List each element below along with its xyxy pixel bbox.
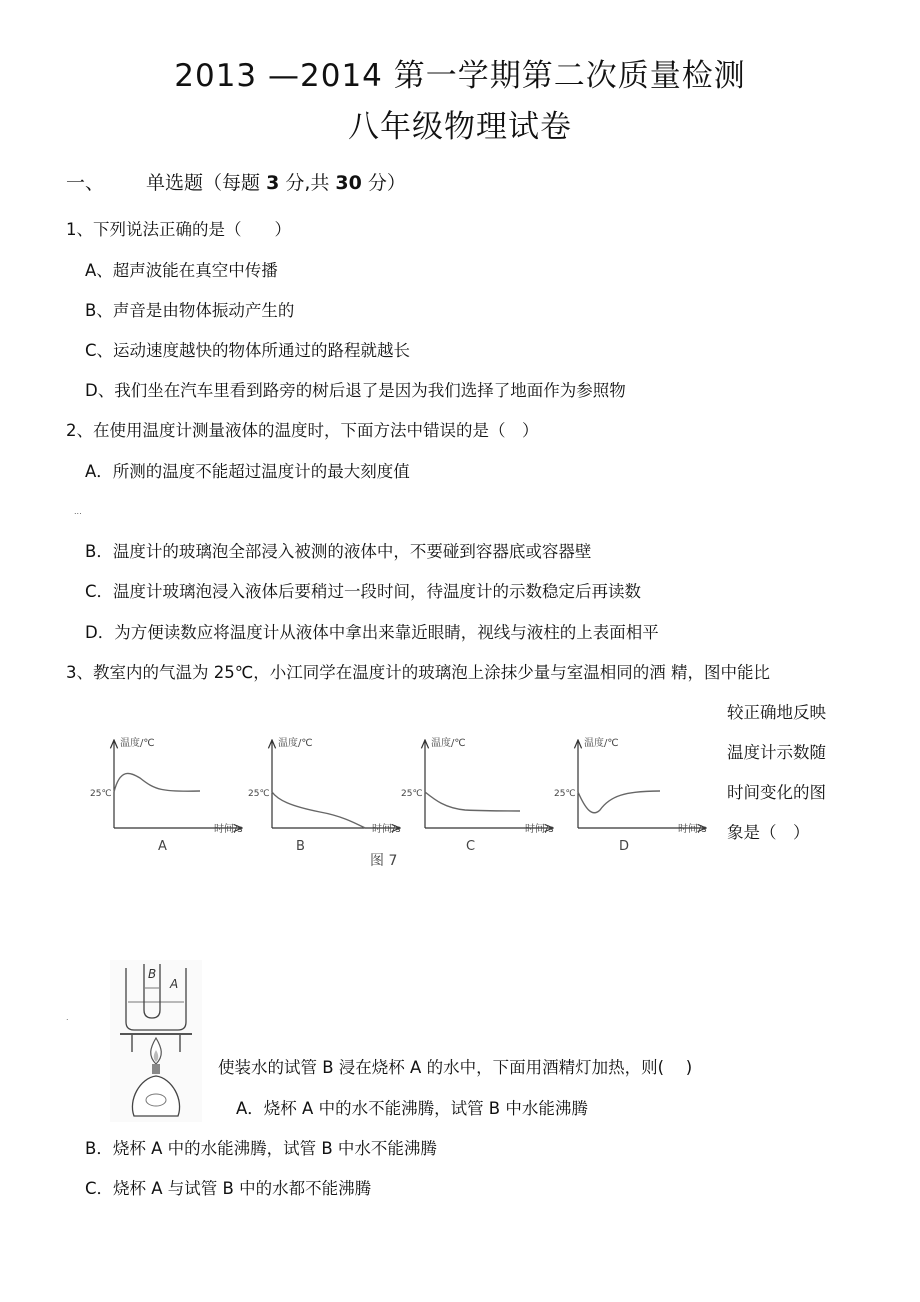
- question-3-stem-wrap-1: 较正确地反映: [727, 703, 826, 722]
- section-points-each: 3: [266, 172, 280, 194]
- graph-panel-b: [248, 736, 401, 854]
- q2-option-d: D．为方便读数应将温度计从液体中拿出来靠近眼睛，视线与液柱的上表面相平: [85, 623, 659, 642]
- graph-panel-a: [90, 736, 243, 854]
- question-4-stem: 使装水的试管 B 浸在烧杯 A 的水中，下面用酒精灯加热，则( ): [218, 1058, 693, 1077]
- panel-a-start-label: 25℃: [90, 789, 112, 799]
- section-name-suffix: 分）: [361, 172, 406, 194]
- panel-d-curve: [578, 791, 660, 813]
- panel-a-curve: [114, 773, 200, 792]
- question-3-stem-wrap-3: 时间变化的图: [727, 783, 826, 802]
- figure-7: [80, 728, 720, 878]
- question-3-stem: 3、教室内的气温为 25℃，小江同学在温度计的玻璃泡上涂抹少量与室温相同的酒 精，图中能比: [66, 663, 771, 682]
- q1-option-b: B、声音是由物体振动产生的: [85, 301, 295, 320]
- section-total-points: 30: [335, 172, 362, 194]
- panel-b-start-label: 25℃: [248, 789, 270, 799]
- graph-panel-c: [401, 736, 554, 854]
- panel-b-letter: B: [296, 839, 305, 854]
- question-2-stem: 2、在使用温度计测量液体的温度时，下面方法中错误的是（ ）: [66, 421, 539, 440]
- question-3-stem-wrap-4: 象是（ ）: [727, 823, 810, 842]
- q4-option-c: C．烧杯 A 与试管 B 中的水都不能沸腾: [85, 1179, 372, 1198]
- section-number: 一、: [66, 172, 105, 194]
- graph-panel-d: [554, 736, 707, 854]
- stray-dot: .: [66, 1013, 69, 1022]
- exam-title-line1: 2013 —2014 第一学期第二次质量检测: [174, 58, 746, 94]
- lamp-wick-holder: [152, 1064, 160, 1074]
- q2-option-c: C．温度计玻璃泡浸入液体后要稍过一段时间，待温度计的示数稳定后再读数: [85, 582, 642, 601]
- panel-d-letter: D: [619, 839, 630, 854]
- test-tube-label: B: [148, 967, 157, 981]
- q2-option-b: B．温度计的玻璃泡全部浸入被测的液体中，不要碰到容器底或容器壁: [85, 542, 592, 561]
- q1-option-c: C、运动速度越快的物体所通过的路程就越长: [85, 341, 411, 360]
- panel-d-x-label: 时间/s: [678, 824, 707, 835]
- section-name-mid: 分,共: [279, 172, 336, 194]
- q1-option-a: A、超声波能在真空中传播: [85, 261, 278, 280]
- panel-b-x-label: 时间/s: [372, 824, 401, 835]
- panel-d-start-label: 25℃: [554, 789, 576, 799]
- question-1-stem: 1、下列说法正确的是（ ）: [66, 220, 291, 239]
- q2-option-a: A．所测的温度不能超过温度计的最大刻度值: [85, 462, 410, 481]
- panel-c-y-label: 温度/℃: [431, 738, 466, 749]
- beaker-label: A: [170, 977, 179, 991]
- stray-mark: ...: [74, 507, 82, 516]
- panel-b-y-label: 温度/℃: [278, 738, 313, 749]
- panel-c-curve: [425, 792, 520, 811]
- panel-c-letter: C: [466, 839, 476, 854]
- panel-b-curve: [272, 792, 365, 828]
- panel-a-letter: A: [158, 839, 167, 854]
- panel-a-y-label: 温度/℃: [120, 738, 155, 749]
- question-3-stem-wrap-2: 温度计示数随: [727, 743, 826, 762]
- beaker-apparatus-figure: [110, 960, 202, 1122]
- panel-c-start-label: 25℃: [401, 789, 423, 799]
- panel-d-y-label: 温度/℃: [584, 738, 619, 749]
- section-name-prefix: 单选题（每题: [146, 172, 267, 194]
- section-heading: [66, 168, 406, 195]
- exam-title-line2: 八年级物理试卷: [348, 109, 572, 145]
- panel-c-x-label: 时间/s: [525, 824, 554, 835]
- q1-option-d: D、我们坐在汽车里看到路旁的树后退了是因为我们选择了地面作为参照物: [85, 381, 626, 400]
- panel-a-x-label: 时间/s: [214, 824, 243, 835]
- q4-option-a: A．烧杯 A 中的水不能沸腾，试管 B 中水能沸腾: [236, 1099, 588, 1118]
- figure-7-caption: 图 7: [370, 853, 398, 869]
- q4-option-b: B．烧杯 A 中的水能沸腾，试管 B 中水不能沸腾: [85, 1139, 437, 1158]
